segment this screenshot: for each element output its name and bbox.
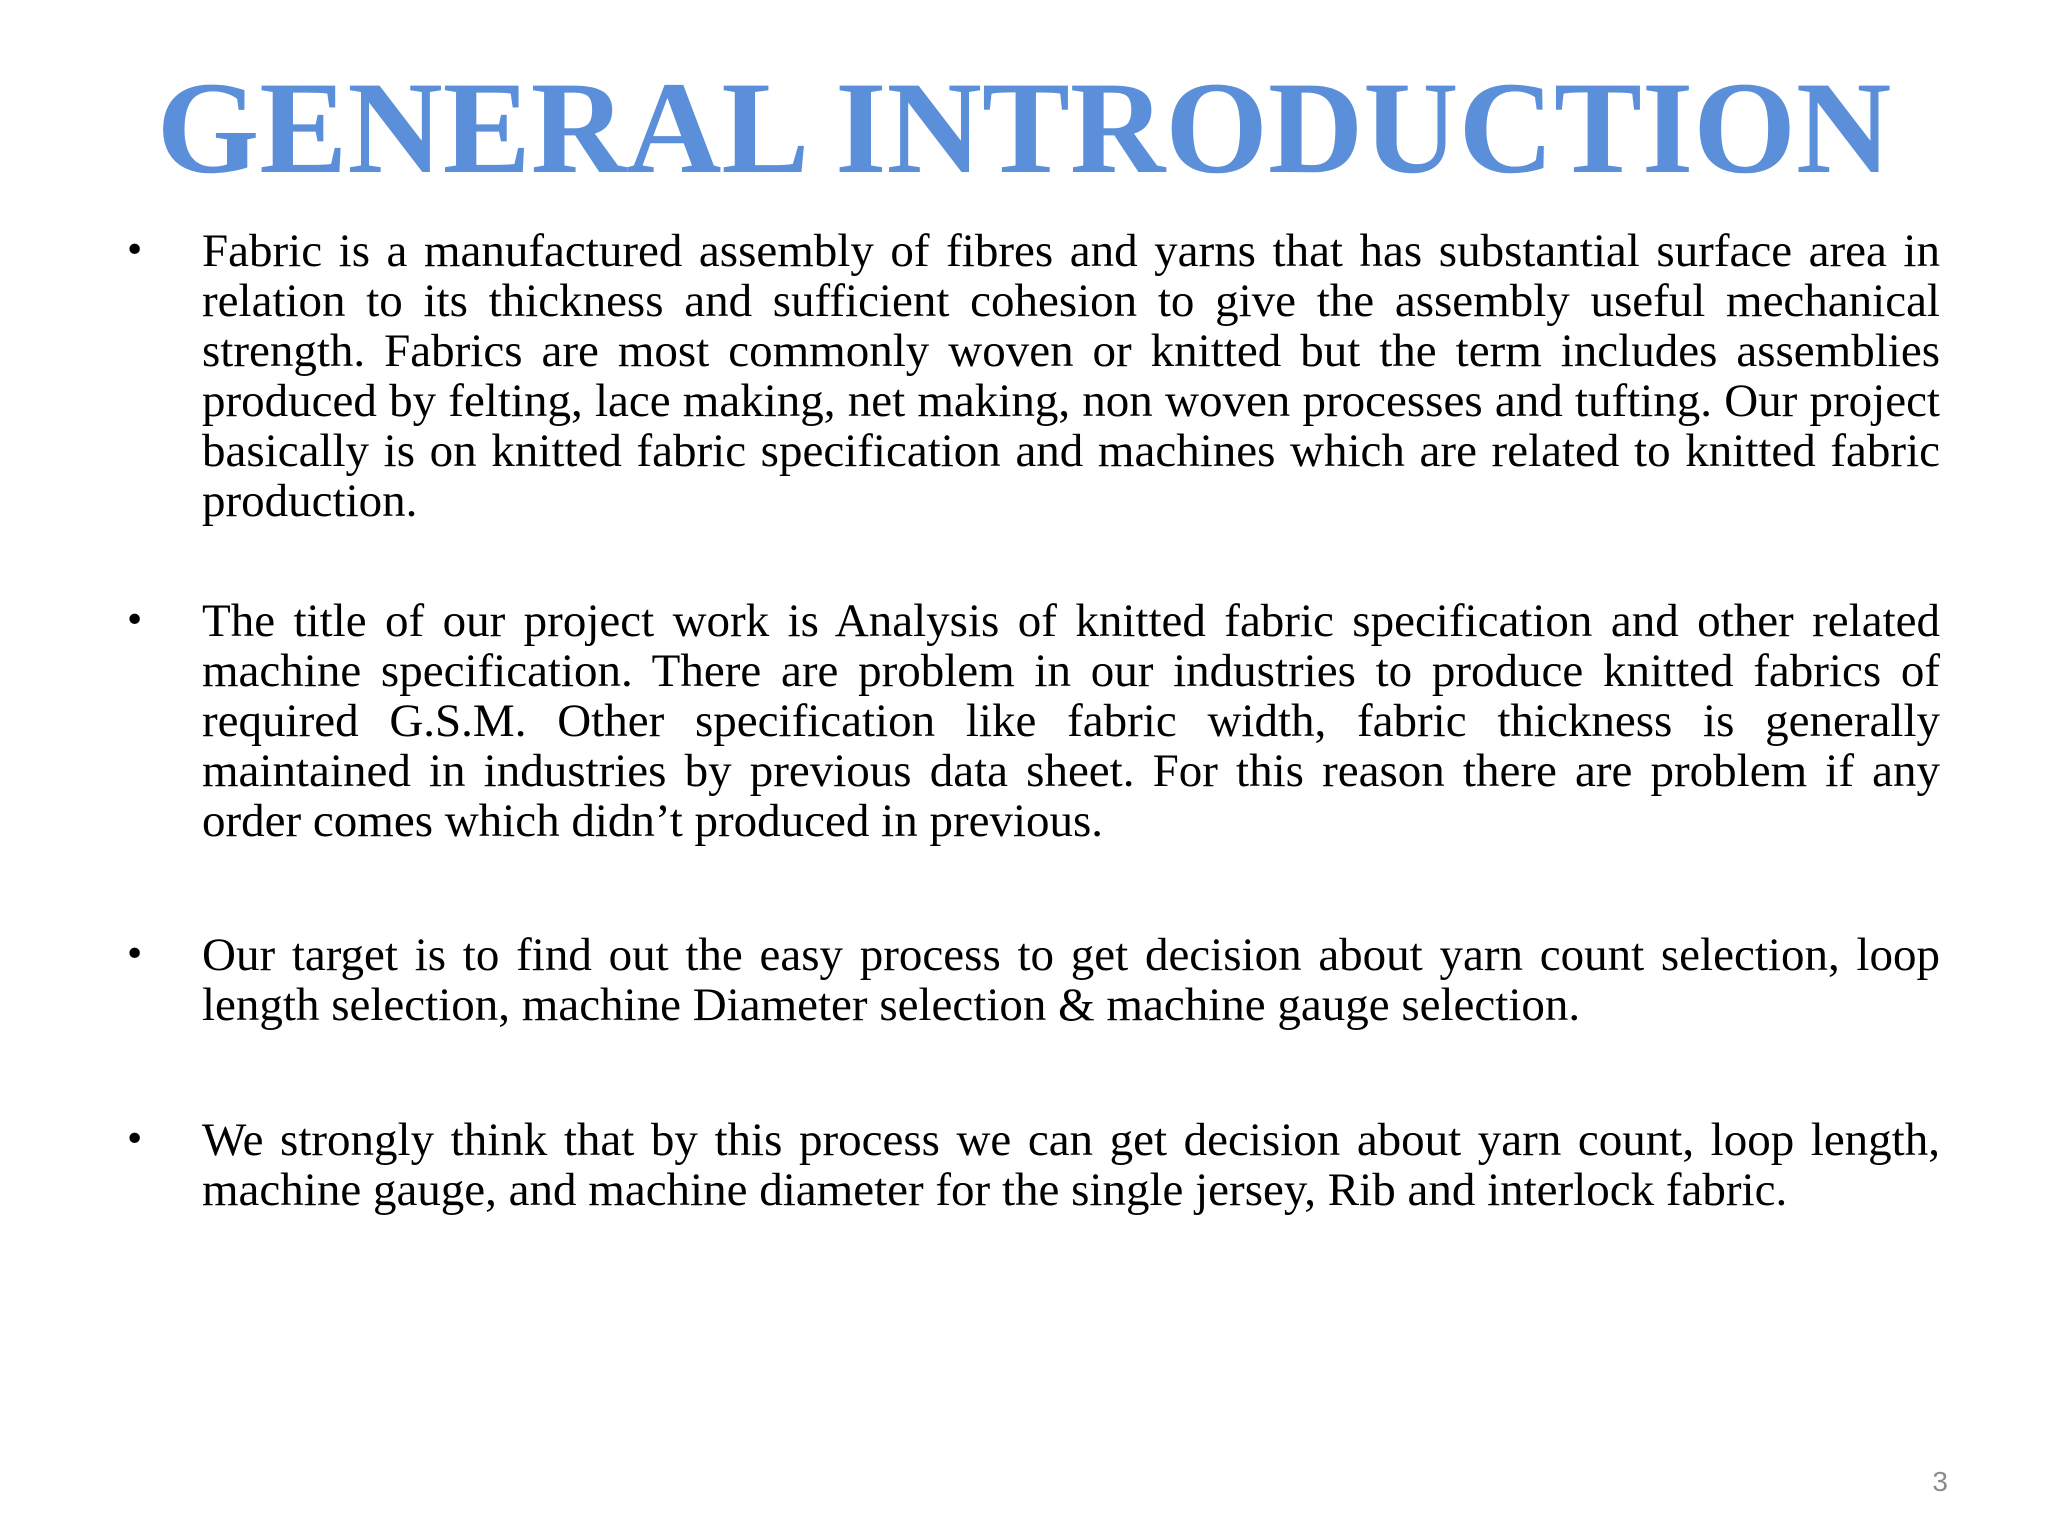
- bullet-item: [120, 596, 1940, 846]
- bullet-icon: •: [124, 600, 146, 641]
- slide-title: GENERAL INTRODUCTION: [156, 54, 1892, 201]
- page-number: 3: [1932, 1466, 1948, 1497]
- bullet-item: [120, 226, 1940, 526]
- bullet-item: [120, 1115, 1940, 1215]
- bullet-icon: •: [124, 230, 146, 271]
- bullet-item: [120, 930, 1940, 1030]
- bullet-icon: •: [124, 1119, 146, 1160]
- bullet-text: The title of our project work is Analysis of knitted fabric specification and other related machine specification. There are problem in our industries to produce knitted fabrics of required G.S.M. Other specification like fabric width, fabric thickness is generally maintained in industries by previous data sheet. For this reason there are problem if any order comes which didn’t produced in previous.: [202, 595, 1940, 847]
- bullet-list: [120, 226, 1940, 1215]
- bullet-text: Our target is to find out the easy process to get decision about yarn count selection, loop length selection, machine Diameter selection & machine gauge selection.: [202, 929, 1940, 1031]
- bullet-text: We strongly think that by this process we can get decision about yarn count, loop length, machine gauge, and machine diameter for the single jersey, Rib and interlock fabric.: [202, 1114, 1940, 1216]
- bullet-text: Fabric is a manufactured assembly of fibres and yarns that has substantial surface area in relation to its thickness and sufficient cohesion to give the assembly useful mechanical strength. Fabrics are most commonly woven or knitted but the term includes assemblies produced by felting, lace making, net making, non woven processes and tufting. Our project basically is on knitted fabric specification and machines which are related to knitted fabric production.: [202, 225, 1940, 527]
- bullet-icon: •: [124, 934, 146, 975]
